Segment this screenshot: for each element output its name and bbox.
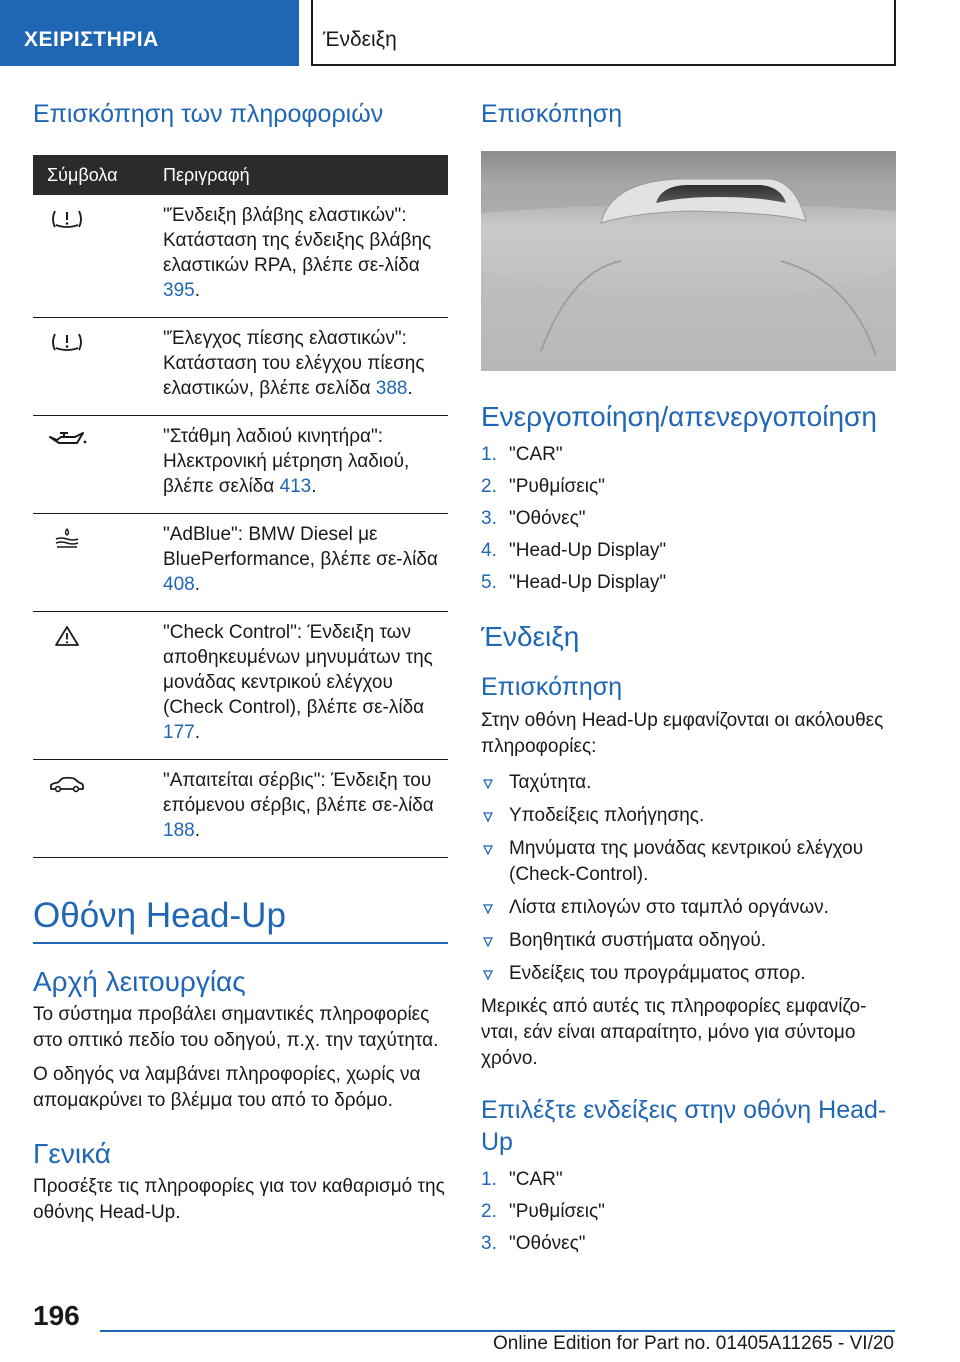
left-column: [33, 100, 448, 1226]
tire-pressure-icon: [47, 330, 87, 354]
table-row: "Έλεγχος πίεσης ελαστικών": Κατάσταση του ελέγχου πίεσης ελαστικών, βλέπε σελίδα 388.: [33, 318, 448, 416]
bullet-triangle-icon: [483, 937, 493, 947]
bullet-triangle-icon: [483, 845, 493, 855]
list-item: Ταχύτητα.: [481, 770, 896, 796]
bullet-triangle-icon: [483, 970, 493, 980]
overview-heading: Επισκόπηση: [481, 100, 623, 128]
select-steps: [481, 1164, 896, 1260]
page-reference-link[interactable]: 388: [375, 378, 408, 399]
hud-dashboard-photo: [481, 151, 896, 371]
list-item: 1. "CAR": [481, 444, 563, 465]
row-description: "Απαιτείται σέρβις": Ένδειξη του επόμενου σέρβις, βλέπε σε-λίδα: [163, 770, 434, 816]
tire-warning-icon: [47, 207, 87, 231]
description-column-header: Περιγραφή: [163, 165, 250, 185]
page-reference-link[interactable]: 413: [279, 476, 312, 497]
adblue-icon: [47, 526, 87, 550]
table-row: "Στάθμη λαδιού κινητήρα": Ηλεκτρονική μέτρηση λαδιού, βλέπε σελίδα 413.: [33, 416, 448, 514]
warning-triangle-icon: [47, 624, 87, 648]
row-description: "Check Control": Ένδειξη των αποθηκευμένων μηνυμάτων της μονάδας κεντρικού ελέγχου (Check Control), βλέπε σε-λίδα: [163, 622, 433, 718]
list-item: 3. "Οθόνες": [481, 508, 586, 529]
principle-paragraph-1: Το σύστημα προβάλει σημαντικές πληροφορίες στο οπτικό πεδίο του οδηγού, π.χ. την ταχύτητα.: [33, 1004, 439, 1051]
page-reference-link[interactable]: 395: [163, 280, 195, 301]
list-item: Βοηθητικά συστήματα οδηγού.: [481, 928, 896, 954]
list-item: Υποδείξεις πλοήγησης.: [481, 803, 896, 829]
table-row: "AdBlue": BMW Diesel με BluePerformance, βλέπε σε-λίδα 408.: [33, 514, 448, 612]
activation-heading: Ενεργοποίηση/απενεργοποίηση: [481, 401, 877, 432]
hud-heading: Οθόνη Head-Up: [33, 896, 448, 944]
page-number: 196: [33, 1300, 80, 1331]
row-description: "Στάθμη λαδιού κινητήρα": Ηλεκτρονική μέτρηση λαδιού, βλέπε σελίδα: [163, 426, 410, 497]
right-column: [481, 100, 896, 1260]
bullet-triangle-icon: [483, 812, 493, 822]
principle-heading: Αρχή λειτουργίας: [33, 966, 246, 997]
list-item: Ενδείξεις του προγράμματος σπορ.: [481, 961, 896, 987]
row-description: "AdBlue": BMW Diesel με BluePerformance, βλέπε σε-λίδα: [163, 524, 438, 570]
symbol-table-header: [33, 155, 448, 195]
header-chapter-title: Ένδειξη: [323, 28, 397, 51]
row-description: "Έλεγχος πίεσης ελαστικών": Κατάσταση του ελέγχου πίεσης ελαστικών, βλέπε σελίδα: [163, 328, 425, 399]
list-item: 2. "Ρυθμίσεις": [481, 1201, 605, 1222]
display-note: Μερικές από αυτές τις πληροφορίες εμφανίζο-νται, εάν είναι απαραίτητο, μόνο για σύντομο χρόνο.: [481, 996, 867, 1069]
table-row: "Ένδειξη βλάβης ελαστικών": Κατάσταση της ένδειξης βλάβης ελαστικών RPA, βλέπε σε-λίδα 395.: [33, 195, 448, 318]
list-item: 5. "Head-Up Display": [481, 572, 667, 593]
symbol-column-header: Σύμβολα: [47, 165, 118, 185]
service-car-icon: [47, 772, 87, 796]
oil-can-icon: [47, 428, 87, 452]
footer-edition: Online Edition for Part no. 01405A11265 - VI/20: [492, 1333, 894, 1354]
header-section-title: ΧΕΙΡΙΣΤΗΡΙΑ: [24, 28, 159, 51]
list-item: 3. "Οθόνες": [481, 1233, 586, 1254]
header-chapter-box: [311, 0, 896, 66]
activation-steps: [481, 439, 896, 599]
bullet-triangle-icon: [483, 904, 493, 914]
display-overview-heading: Επισκόπηση: [481, 673, 623, 701]
principle-paragraph-2: Ο οδηγός να λαμβάνει πληροφορίες, χωρίς να απομακρύνει το βλέμμα του από το δρόμο.: [33, 1064, 421, 1111]
list-item: Μηνύματα της μονάδας κεντρικού ελέγχου (Check-Control).: [481, 836, 896, 888]
display-intro: Στην οθόνη Head-Up εμφανίζονται οι ακόλουθες πληροφορίες:: [481, 710, 884, 757]
table-row: "Απαιτείται σέρβις": Ένδειξη του επόμενου σέρβις, βλέπε σε-λίδα 188.: [33, 760, 448, 858]
table-row: "Check Control": Ένδειξη των αποθηκευμένων μηνυμάτων της μονάδας κεντρικού ελέγχου (Check Control), βλέπε σε-λίδα 177.: [33, 612, 448, 760]
bullet-triangle-icon: [483, 779, 493, 789]
header-section-tab: [0, 0, 299, 66]
display-bullets: [481, 770, 896, 987]
list-item: Λίστα επιλογών στο ταμπλό οργάνων.: [481, 895, 896, 921]
page-reference-link[interactable]: 177: [163, 722, 195, 743]
general-heading: Γενικά: [33, 1138, 111, 1169]
row-description: "Ένδειξη βλάβης ελαστικών": Κατάσταση της ένδειξης βλάβης ελαστικών RPA, βλέπε σε-λίδα: [163, 205, 432, 276]
list-item: 1. "CAR": [481, 1169, 563, 1190]
footer-divider: [100, 1330, 895, 1332]
general-paragraph: Προσέξτε τις πληροφορίες για τον καθαρισμό της οθόνης Head-Up.: [33, 1176, 445, 1223]
page-reference-link[interactable]: 408: [163, 574, 195, 595]
list-item: 4. "Head-Up Display": [481, 540, 667, 561]
list-item: 2. "Ρυθμίσεις": [481, 476, 605, 497]
info-overview-heading: Επισκόπηση των πληροφοριών: [33, 100, 384, 128]
display-heading: Ένδειξη: [481, 621, 580, 652]
page-reference-link[interactable]: 188: [163, 820, 195, 841]
hud-projector-illustration: [481, 151, 896, 371]
select-heading: Επιλέξτε ενδείξεις στην οθόνη Head-Up: [481, 1096, 887, 1156]
